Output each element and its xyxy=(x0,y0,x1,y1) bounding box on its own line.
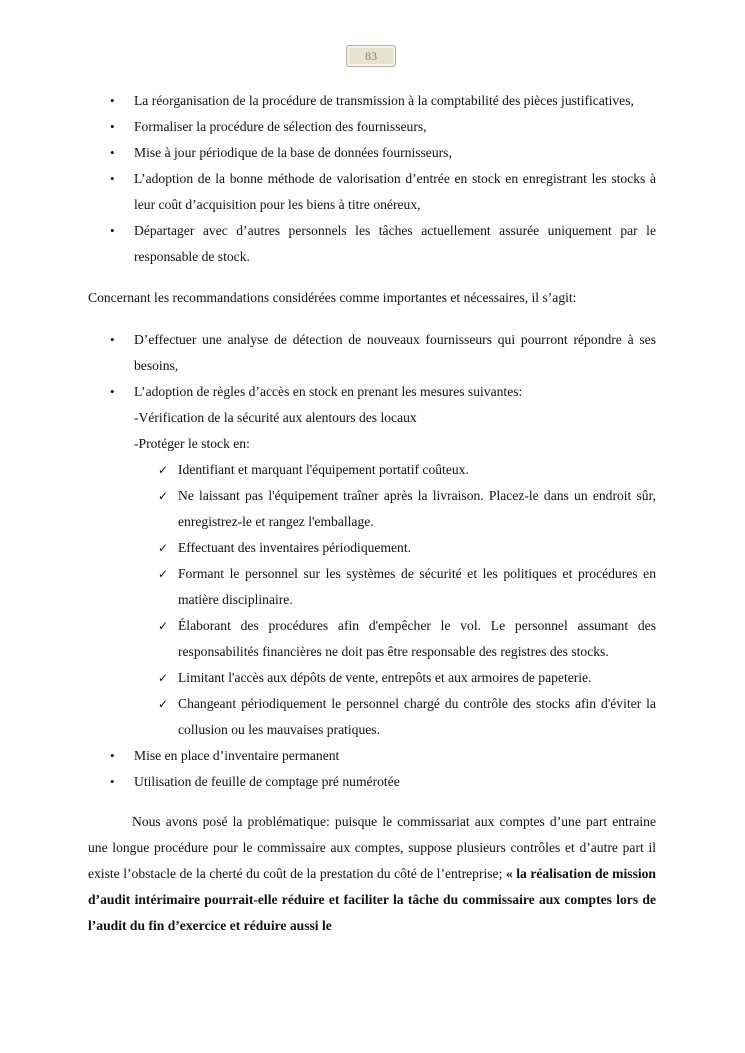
bullet-dot-icon: • xyxy=(110,119,115,134)
list-item: • D’effectuer une analyse de détection de nouveaux fournisseurs qui pourront répondre à ses besoins, xyxy=(88,327,656,379)
bullet-dot-icon: • xyxy=(110,384,115,399)
bullet-list-recommendations xyxy=(88,327,656,795)
check-item: ✓ Élaborant des procédures afin d'empêcher le vol. Le personnel assumant des responsabilités financières ne doit pas être responsable des registres des stocks. xyxy=(134,613,656,665)
document-body xyxy=(88,88,656,939)
page-number: 83 xyxy=(346,45,396,67)
check-item: ✓ Limitant l'accès aux dépôts de vente, entrepôts et aux armoires de papeterie. xyxy=(134,665,656,691)
bullet-dot-icon: • xyxy=(110,748,115,763)
list-item: • Mise à jour périodique de la base de données fournisseurs, xyxy=(88,140,656,166)
bullet-dot-icon: • xyxy=(110,332,115,347)
check-item: ✓ Effectuant des inventaires périodiquement. xyxy=(134,535,656,561)
bullet-dot-icon: • xyxy=(110,171,115,186)
sub-item: -Vérification de la sécurité aux alentours des locaux xyxy=(134,410,417,425)
bullet-list-primary xyxy=(88,88,656,270)
list-item: • Utilisation de feuille de comptage pré numérotée xyxy=(88,769,656,795)
bullet-dot-icon: • xyxy=(110,93,115,108)
list-item: • Formaliser la procédure de sélection des fournisseurs, xyxy=(88,114,656,140)
bullet-dot-icon: • xyxy=(110,145,115,160)
conclusion-text: Nous avons posé la problématique: puisque le commissariat aux comptes d’une part entraine une longue procédure pour le commissaire aux comptes, suppose plusieurs contrôles et d’autre part il existe l’obstacle de la cherté du coût de la prestation du côté de l’entreprise; xyxy=(88,814,656,881)
checkmark-icon: ✓ xyxy=(158,463,169,477)
check-item: ✓ Formant le personnel sur les systèmes de sécurité et les politiques et procédures en matière disciplinaire. xyxy=(134,561,656,613)
list-item: • Mise en place d’inventaire permanent xyxy=(88,743,656,769)
check-item: ✓ Identifiant et marquant l'équipement portatif coûteux. xyxy=(134,457,656,483)
checkmark-icon: ✓ xyxy=(158,567,169,581)
list-item: • L’adoption de règles d’accès en stock en prenant les mesures suivantes: -Vérification de la sécurité aux alentours des locaux -Protéger le stock en: ✓ Identifiant et marquant l'équipement portatif coûteux. ✓ Ne laissant pas l'équipement traîner après la livraison. Placez-le dans un endroit sûr, enregistrez-le et rangez l'emballage. ✓ Effectuant des inventaires périodiquement. ✓ Formant le personnel sur les systèmes de sécurité et les politiques et procédures en matière disciplinaire. ✓ Élaborant des procédures afin d'empêcher le vol. Le personnel assumant des responsabilités financières ne doit pas être responsable des registres des stocks. ✓ Limitant l'accès aux dépôts de vente, entrepôts et aux armoires de papeterie. ✓ Changeant périodiquement le personnel chargé du contrôle des stocks afin d'éviter la collusion ou les mauvaises pratiques. xyxy=(88,379,656,743)
checkmark-icon: ✓ xyxy=(158,671,169,685)
check-item: ✓ Changeant périodiquement le personnel chargé du contrôle des stocks afin d'éviter la collusion ou les mauvaises pratiques. xyxy=(134,691,656,743)
bullet-dot-icon: • xyxy=(110,223,115,238)
list-item: • La réorganisation de la procédure de transmission à la comptabilité des pièces justificatives, xyxy=(88,88,656,114)
conclusion-paragraph xyxy=(88,809,656,939)
sub-item: -Protéger le stock en: xyxy=(134,436,250,451)
checkmark-icon: ✓ xyxy=(158,541,169,555)
research-question: « la réalisation de mission d’audit intérimaire pourrait-elle réduire et faciliter la tâche du commissaire aux comptes lors de l’audit du fin d’exercice et réduire aussi le xyxy=(88,866,656,933)
recommendations-intro: Concernant les recommandations considérées comme importantes et nécessaires, il s’agit: xyxy=(88,290,577,305)
check-list xyxy=(134,457,656,743)
list-item: • Départager avec d’autres personnels les tâches actuellement assurée uniquement par le responsable de stock. xyxy=(88,218,656,270)
checkmark-icon: ✓ xyxy=(158,697,169,711)
checkmark-icon: ✓ xyxy=(158,489,169,503)
list-item: • L’adoption de la bonne méthode de valorisation d’entrée en stock en enregistrant les stocks à leur coût d’acquisition pour les biens à titre onéreux, xyxy=(88,166,656,218)
checkmark-icon: ✓ xyxy=(158,619,169,633)
check-item: ✓ Ne laissant pas l'équipement traîner après la livraison. Placez-le dans un endroit sûr, enregistrez-le et rangez l'emballage. xyxy=(134,483,656,535)
bullet-dot-icon: • xyxy=(110,774,115,789)
